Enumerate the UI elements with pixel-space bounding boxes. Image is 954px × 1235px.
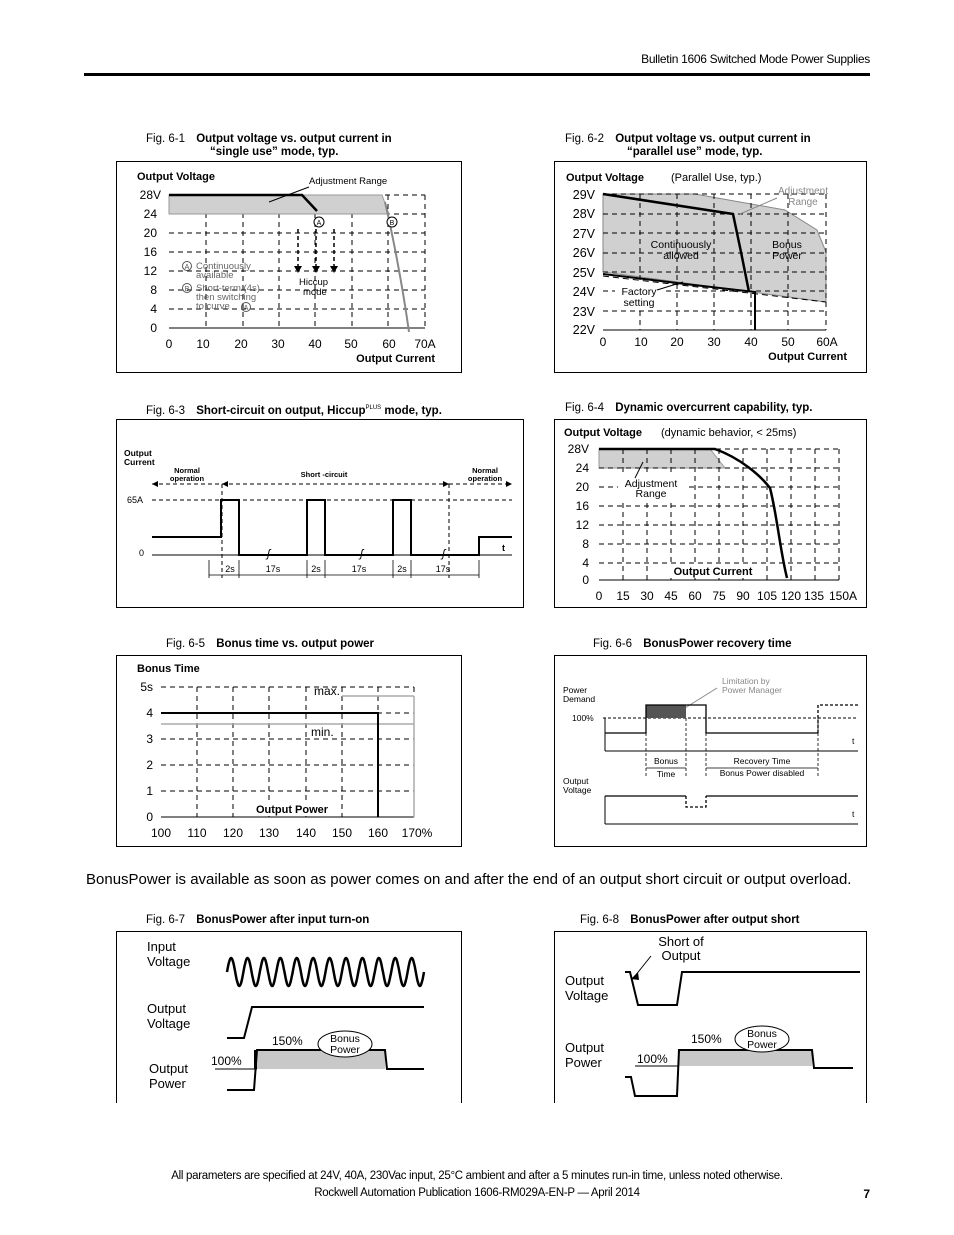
fig1-adjust-label: Adjustment Range xyxy=(309,176,388,187)
fig3-guides xyxy=(152,484,512,578)
fig1-legend-a-letter: A xyxy=(184,264,190,271)
fig2-bonus-2: Power xyxy=(772,250,802,262)
fig3-title-b: mode, typ. xyxy=(381,404,442,417)
fig3-break-1: ʃ xyxy=(267,548,271,560)
fig8-chart xyxy=(555,932,868,1104)
fig2-xtick: 60A xyxy=(816,335,838,349)
fig2-title-2: “parallel use” mode, typ. xyxy=(627,146,763,158)
fig6-frame xyxy=(554,655,867,847)
fig6-limited-region xyxy=(646,705,686,718)
fig1-hiccup-label-1: Hiccup xyxy=(299,277,329,288)
fig5-ytick: 0 xyxy=(146,810,153,824)
fig4-ytick: 8 xyxy=(582,537,589,551)
fig8-bonus-2: Power xyxy=(747,1039,777,1051)
fig5-min-label: min. xyxy=(311,725,334,739)
fig5-ytick: 4 xyxy=(146,706,153,720)
fig6-voltage-2: Voltage xyxy=(563,785,592,795)
fig6-number: Fig. 6-6 xyxy=(593,638,632,650)
fig1-ytick: 28V xyxy=(139,188,161,202)
header-rule xyxy=(84,73,870,76)
fig6-recovery-2: Bonus Power disabled xyxy=(719,768,805,778)
fig1-title-1: Output voltage vs. output current in xyxy=(196,133,392,145)
fig4-ytick: 28V xyxy=(567,442,589,456)
fig1-arrowheads xyxy=(294,266,338,273)
fig3-break-3: ʃ xyxy=(442,548,446,560)
fig6-voltage-drop xyxy=(686,796,706,807)
fig6-title: BonusPower recovery time xyxy=(643,638,792,650)
fig8-bonus-area xyxy=(679,1050,812,1066)
fig1-ytick: 8 xyxy=(150,283,157,297)
fig3-duration: 2s xyxy=(397,564,407,574)
fig3-duration: 2s xyxy=(225,564,235,574)
fig4-ytick: 20 xyxy=(575,480,589,494)
fig5-ytick: 5s xyxy=(140,680,153,694)
fig2-ytick: 28V xyxy=(572,207,595,221)
fig7-chart xyxy=(117,932,463,1104)
fig1-xtick: 60 xyxy=(382,337,396,351)
fig3-short-label: Short -circuit xyxy=(300,470,348,479)
fig3-title-a: Short-circuit on output, Hiccup xyxy=(196,404,366,417)
fig6-t2: t xyxy=(852,809,855,819)
fig2-ytick: 27V xyxy=(572,227,595,241)
fig4-xtick: 120 xyxy=(780,589,802,603)
fig3-normal-right-2: operation xyxy=(467,474,503,483)
fig6-demand-curve xyxy=(605,705,818,733)
fig3-chart xyxy=(117,420,525,609)
fig5-frame xyxy=(116,655,462,847)
fig2-cont-1: Continuously xyxy=(650,239,712,251)
fig5-ytick: 3 xyxy=(146,732,153,746)
fig4-caption xyxy=(565,402,812,415)
fig7-sine-wave xyxy=(227,958,424,986)
fig2-ytick: 25V xyxy=(572,266,595,280)
fig3-level: 65A xyxy=(127,495,144,505)
fig2-xticks xyxy=(600,335,838,349)
fig2-ylabel-note: (Parallel Use, typ.) xyxy=(671,172,762,184)
fig4-xtick: 60 xyxy=(688,589,702,603)
fig1-xtick: 40 xyxy=(308,337,322,351)
fig6-caption xyxy=(593,638,791,651)
fig7-output-voltage xyxy=(227,1007,424,1038)
fig4-adjust-2: Range xyxy=(635,488,667,500)
fig5-xlabel: Output Power xyxy=(255,804,329,816)
fig4-xtick: 45 xyxy=(664,589,678,603)
fig5-chart xyxy=(117,656,463,848)
fig1-xtick: 50 xyxy=(344,337,358,351)
fig8-title: BonusPower after output short xyxy=(630,914,800,926)
fig4-ytick: 12 xyxy=(575,518,589,532)
fig1-xlabel: Output Current xyxy=(356,353,435,365)
fig1-xtick: 70A xyxy=(414,337,436,351)
fig7-out-1: Output xyxy=(147,1001,187,1016)
header-title: Bulletin 1606 Switched Mode Power Supplies xyxy=(641,52,870,66)
fig2-title-1: Output voltage vs. output current in xyxy=(615,133,811,145)
fig5-caption xyxy=(166,638,374,651)
fig5-title: Bonus time vs. output power xyxy=(216,638,375,650)
fig4-ylabel: Output Voltage xyxy=(564,427,643,439)
fig3-ylabel-2: Current xyxy=(124,457,155,467)
page-number: 7 xyxy=(863,1187,870,1201)
footer-publication: Rockwell Automation Publication 1606-RM029A-EN-P — April 2014 xyxy=(314,1187,640,1199)
fig1-legend-a-1: Continuously xyxy=(196,261,251,272)
fig2-factory-1: Factory xyxy=(621,286,657,298)
fig3-title-sup: PLUS xyxy=(365,405,382,411)
fig3-duration: 17s xyxy=(265,564,281,574)
fig7-out-2: Voltage xyxy=(147,1016,191,1031)
fig5-xtick: 170% xyxy=(401,826,433,840)
fig1-xtick: 10 xyxy=(196,337,210,351)
fig1-legend-b-1: Short-term (4s) xyxy=(196,283,260,294)
fig4-number: Fig. 6-4 xyxy=(565,402,604,414)
fig6-power-1: Power xyxy=(563,685,588,695)
fig3-t: t xyxy=(502,543,505,553)
fig2-xtick: 0 xyxy=(599,335,607,349)
fig1-ytick: 0 xyxy=(150,321,157,335)
fig5-xtick: 160 xyxy=(367,826,389,840)
fig5-ytick: 1 xyxy=(146,784,153,798)
fig4-xtick: 90 xyxy=(736,589,750,603)
fig2-ytick: 29V xyxy=(572,188,595,202)
fig5-xtick: 150 xyxy=(331,826,353,840)
fig3-normal-left-2: operation xyxy=(169,474,205,483)
fig1-frame xyxy=(116,161,462,373)
fig8-short-2: Output xyxy=(661,948,701,963)
fig7-pow-2: Power xyxy=(149,1076,186,1091)
fig6-t1: t xyxy=(852,736,855,746)
fig5-xticks xyxy=(151,826,433,840)
fig7-bonus-1: Bonus xyxy=(330,1033,360,1045)
fig3-durations xyxy=(225,564,451,574)
fig5-ytick: 2 xyxy=(146,758,153,772)
fig6-limit-1: Limitation by xyxy=(722,676,770,686)
fig2-xlabel: Output Current xyxy=(768,351,847,363)
fig2-ytick: 24V xyxy=(572,285,595,299)
fig1-chart xyxy=(117,162,463,374)
fig5-yticks xyxy=(140,680,153,824)
fig1-legend-b-letter: B xyxy=(184,286,190,293)
fig1-caption xyxy=(146,133,392,159)
fig3-frame xyxy=(116,419,524,608)
fig1-number: Fig. 6-1 xyxy=(146,133,185,145)
fig1-yticks xyxy=(140,188,161,335)
fig7-in-2: Voltage xyxy=(147,954,191,969)
fig2-adjust-2: Range xyxy=(788,197,818,208)
fig1-ytick: 24 xyxy=(143,207,157,221)
fig2-xtick: 50 xyxy=(781,335,795,349)
fig8-100: 100% xyxy=(637,1052,668,1066)
fig4-xtick: 75 xyxy=(712,589,726,603)
fig2-xtick: 20 xyxy=(670,335,684,349)
fig5-number: Fig. 6-5 xyxy=(166,638,205,650)
fig1-legend-b-2: then switching xyxy=(196,292,257,303)
fig4-chart xyxy=(555,420,868,609)
fig2-frame xyxy=(554,161,867,373)
fig2-xtick: 10 xyxy=(634,335,648,349)
fig8-number: Fig. 6-8 xyxy=(580,914,619,926)
fig5-xtick: 110 xyxy=(187,826,207,840)
fig4-xtick: 30 xyxy=(640,589,654,603)
fig2-factory-2: setting xyxy=(623,297,655,309)
fig2-number: Fig. 6-2 xyxy=(565,133,604,145)
fig6-power-2: Demand xyxy=(563,694,596,704)
fig3-duration: 17s xyxy=(435,564,451,574)
footer-note: All parameters are specified at 24V, 40A, 230Vac input, 25°C ambient and after a 5 minutes run-in time, unless noted otherwise. xyxy=(171,1170,783,1182)
fig7-frame xyxy=(116,931,462,1103)
fig1-hiccup-arrows xyxy=(298,229,334,270)
fig6-limit-2: Power Manager xyxy=(722,685,783,695)
fig4-adjust-band xyxy=(599,449,725,468)
fig6-chart xyxy=(555,656,868,848)
fig2-ytick: 22V xyxy=(572,323,595,337)
fig3-zero: 0 xyxy=(139,548,145,558)
fig4-title: Dynamic overcurrent capability, typ. xyxy=(615,402,813,414)
fig4-xtick: 0 xyxy=(595,589,603,603)
fig1-hiccup-label-2: mode xyxy=(303,287,327,298)
fig6-level: 100% xyxy=(572,713,594,723)
fig2-bonus-1: Bonus xyxy=(772,239,802,251)
fig5-grid xyxy=(161,687,414,817)
fig1-xticks xyxy=(166,337,436,351)
fig8-output-voltage xyxy=(625,972,860,1005)
fig6-recovery-1: Recovery Time xyxy=(733,756,791,766)
fig2-xtick: 30 xyxy=(707,335,721,349)
fig3-normal-right-1: Normal xyxy=(472,466,498,475)
fig7-caption xyxy=(146,914,369,927)
fig4-xlabel: Output Current xyxy=(673,566,753,578)
fig5-xtick: 100 xyxy=(150,826,172,840)
fig4-xtick: 105 xyxy=(756,589,778,603)
fig6-bonus-2: Time xyxy=(656,769,676,779)
fig1-marker-a-label: A xyxy=(316,220,322,227)
fig1-ytick: 16 xyxy=(143,245,157,259)
fig2-adjust-1: Adjustment xyxy=(777,186,829,197)
fig4-xticks xyxy=(596,589,857,603)
fig4-ylabel-note: (dynamic behavior, < 25ms) xyxy=(661,427,797,439)
fig4-ytick: 16 xyxy=(575,499,589,513)
fig3-caption xyxy=(146,402,442,418)
fig2-ytick: 26V xyxy=(572,246,595,260)
fig7-number: Fig. 6-7 xyxy=(146,914,185,926)
fig1-ylabel: Output Voltage xyxy=(137,171,216,183)
fig4-grid xyxy=(599,449,839,580)
fig3-waveform xyxy=(152,500,512,555)
fig1-legend-b-3: to curve xyxy=(196,301,230,312)
fig4-ytick: 0 xyxy=(582,573,589,587)
fig2-ylabel: Output Voltage xyxy=(566,172,645,184)
fig8-caption xyxy=(580,914,800,927)
fig8-pow-2: Power xyxy=(565,1055,602,1070)
fig1-legend-b-target-letter: A xyxy=(243,305,249,312)
fig6-demand-dashed xyxy=(818,705,858,733)
fig1-xtick: 30 xyxy=(271,337,285,351)
fig8-out-1: Output xyxy=(565,973,605,988)
fig6-voltage-1: Output xyxy=(563,776,589,786)
fig3-number: Fig. 6-3 xyxy=(146,404,185,417)
fig4-adjust-1: Adjustment xyxy=(624,478,678,490)
fig3-duration: 17s xyxy=(351,564,367,574)
fig1-xtick: 20 xyxy=(234,337,248,351)
fig7-150: 150% xyxy=(272,1034,303,1048)
fig2-yticks xyxy=(573,188,596,337)
fig4-yticks xyxy=(568,442,590,587)
body-paragraph: BonusPower is available as soon as power comes on and after the end of an output short circuit or output overload. xyxy=(86,871,852,888)
fig1-marker-b-label: B xyxy=(389,220,395,227)
fig3-ylabel-1: Output xyxy=(124,448,152,458)
fig8-150: 150% xyxy=(691,1032,722,1046)
fig2-xtick: 40 xyxy=(744,335,758,349)
fig4-xtick: 15 xyxy=(616,589,630,603)
fig8-pow-1: Output xyxy=(565,1040,605,1055)
fig7-title: BonusPower after input turn-on xyxy=(196,914,370,926)
fig8-short-1: Short of xyxy=(658,934,704,949)
fig7-pow-1: Output xyxy=(149,1061,189,1076)
fig1-legend-a-2: available xyxy=(196,270,234,281)
fig7-100: 100% xyxy=(211,1054,242,1068)
fig5-xtick: 140 xyxy=(295,826,317,840)
fig7-in-1: Input xyxy=(147,939,176,954)
fig5-ylabel: Bonus Time xyxy=(137,663,200,675)
fig7-bonus-2: Power xyxy=(330,1044,360,1056)
fig4-ytick: 4 xyxy=(582,556,589,570)
fig1-ytick: 4 xyxy=(150,302,157,316)
fig3-break-2: ʃ xyxy=(360,548,364,560)
fig2-chart xyxy=(555,162,868,374)
fig5-xtick: 120 xyxy=(222,826,244,840)
fig5-xtick: 130 xyxy=(258,826,280,840)
fig2-caption xyxy=(565,133,811,159)
fig8-out-2: Voltage xyxy=(565,988,609,1003)
fig8-frame xyxy=(554,931,867,1103)
fig1-ytick: 20 xyxy=(143,226,157,240)
fig4-ytick: 24 xyxy=(575,461,589,475)
fig4-xtick: 150A xyxy=(828,589,858,603)
fig2-ytick: 23V xyxy=(572,305,595,319)
fig1-xtick: 0 xyxy=(165,337,173,351)
fig2-cont-2: allowed xyxy=(663,250,699,262)
fig6-bonus-1: Bonus xyxy=(653,756,679,766)
fig1-ytick: 12 xyxy=(143,264,157,278)
fig1-title-2: “single use” mode, typ. xyxy=(210,146,339,158)
fig5-max-label: max. xyxy=(314,684,341,698)
fig4-xtick: 135 xyxy=(803,589,825,603)
fig3-duration: 2s xyxy=(311,564,321,574)
fig4-frame xyxy=(554,419,867,608)
fig8-bonus-1: Bonus xyxy=(747,1028,777,1040)
fig3-normal-left-1: Normal xyxy=(174,466,200,475)
